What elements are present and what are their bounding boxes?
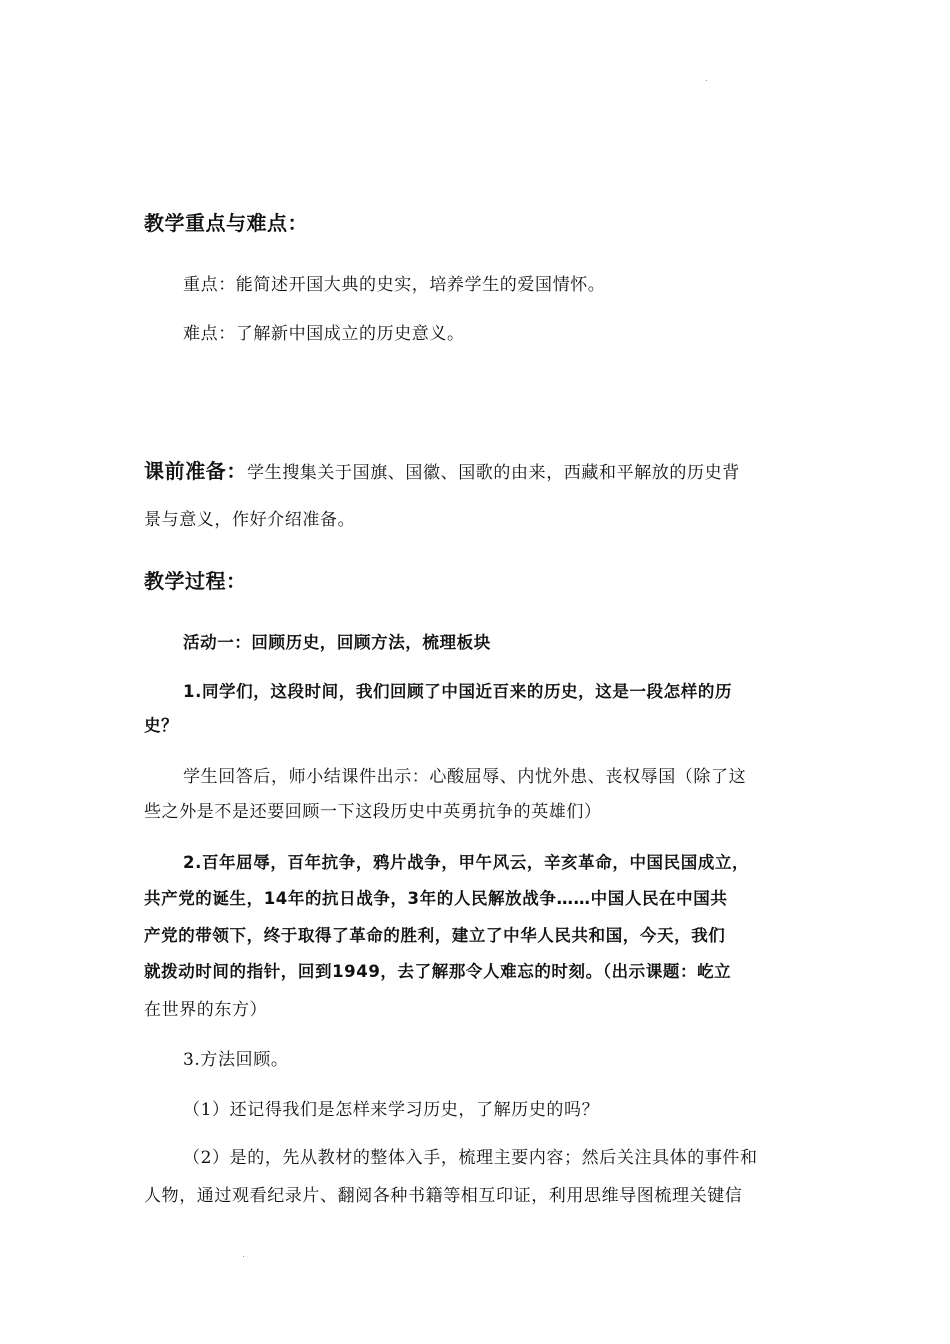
a1-line-1: 学生回答后，师小结课件出示：心酸屈辱、内忧外患、丧权辱国（除了这 bbox=[183, 767, 747, 787]
key-point-line: 重点：能简述开国大典的史实，培养学生的爱国情怀。 bbox=[183, 275, 606, 295]
p2-line-3: 产党的带领下，终于取得了革命的胜利，建立了中华人民共和国，今天，我们 bbox=[144, 926, 726, 945]
focus-heading: 教学重点与难点： bbox=[144, 211, 308, 235]
process-heading: 教学过程： bbox=[144, 569, 247, 593]
p3-line: 3.方法回顾。 bbox=[183, 1050, 289, 1070]
q1-line-2: 史？ bbox=[144, 716, 179, 735]
p3-answer-line-2: 人物，通过观看纪录片、翻阅各种书籍等相互印证，利用思维导图梳理关键信 bbox=[144, 1186, 743, 1206]
difficulty-line: 难点：了解新中国成立的历史意义。 bbox=[183, 324, 465, 344]
p3-answer-line-1: （2）是的，先从教材的整体入手，梳理主要内容；然后关注具体的事件和 bbox=[183, 1148, 758, 1168]
q1-line-1: 1.同学们，这段时间，我们回顾了中国近百来的历史，这是一段怎样的历 bbox=[183, 682, 733, 701]
p2-line-5: 在世界的东方） bbox=[144, 1000, 268, 1020]
preparation-text-1: 学生搜集关于国旗、国徽、国歌的由来，西藏和平解放的历史背 bbox=[247, 463, 740, 483]
p2-line-1: 2.百年屈辱，百年抗争，鸦片战争，甲午风云，辛亥革命，中国民国成立， bbox=[183, 853, 750, 872]
page-mark bbox=[706, 80, 707, 81]
page-mark-bottom bbox=[243, 1256, 244, 1257]
preparation-label: 课前准备： bbox=[144, 459, 247, 483]
p2-line-4: 就拨动时间的指针，回到1949，去了解那令人难忘的时刻。（出示课题：屹立 bbox=[144, 962, 732, 981]
preparation-line-2: 景与意义，作好介绍准备。 bbox=[144, 510, 356, 530]
a1-line-2: 些之外是不是还要回顾一下这段历史中英勇抗争的英雄们） bbox=[144, 802, 602, 822]
activity1-title: 活动一：回顾历史，回顾方法，梳理板块 bbox=[183, 633, 491, 652]
p2-line-2: 共产党的诞生，14年的抗日战争，3年的人民解放战争……中国人民在中国共 bbox=[144, 889, 728, 908]
preparation-line-1 bbox=[144, 455, 740, 484]
p3-question: （1）还记得我们是怎样来学习历史，了解历史的吗？ bbox=[183, 1100, 600, 1120]
